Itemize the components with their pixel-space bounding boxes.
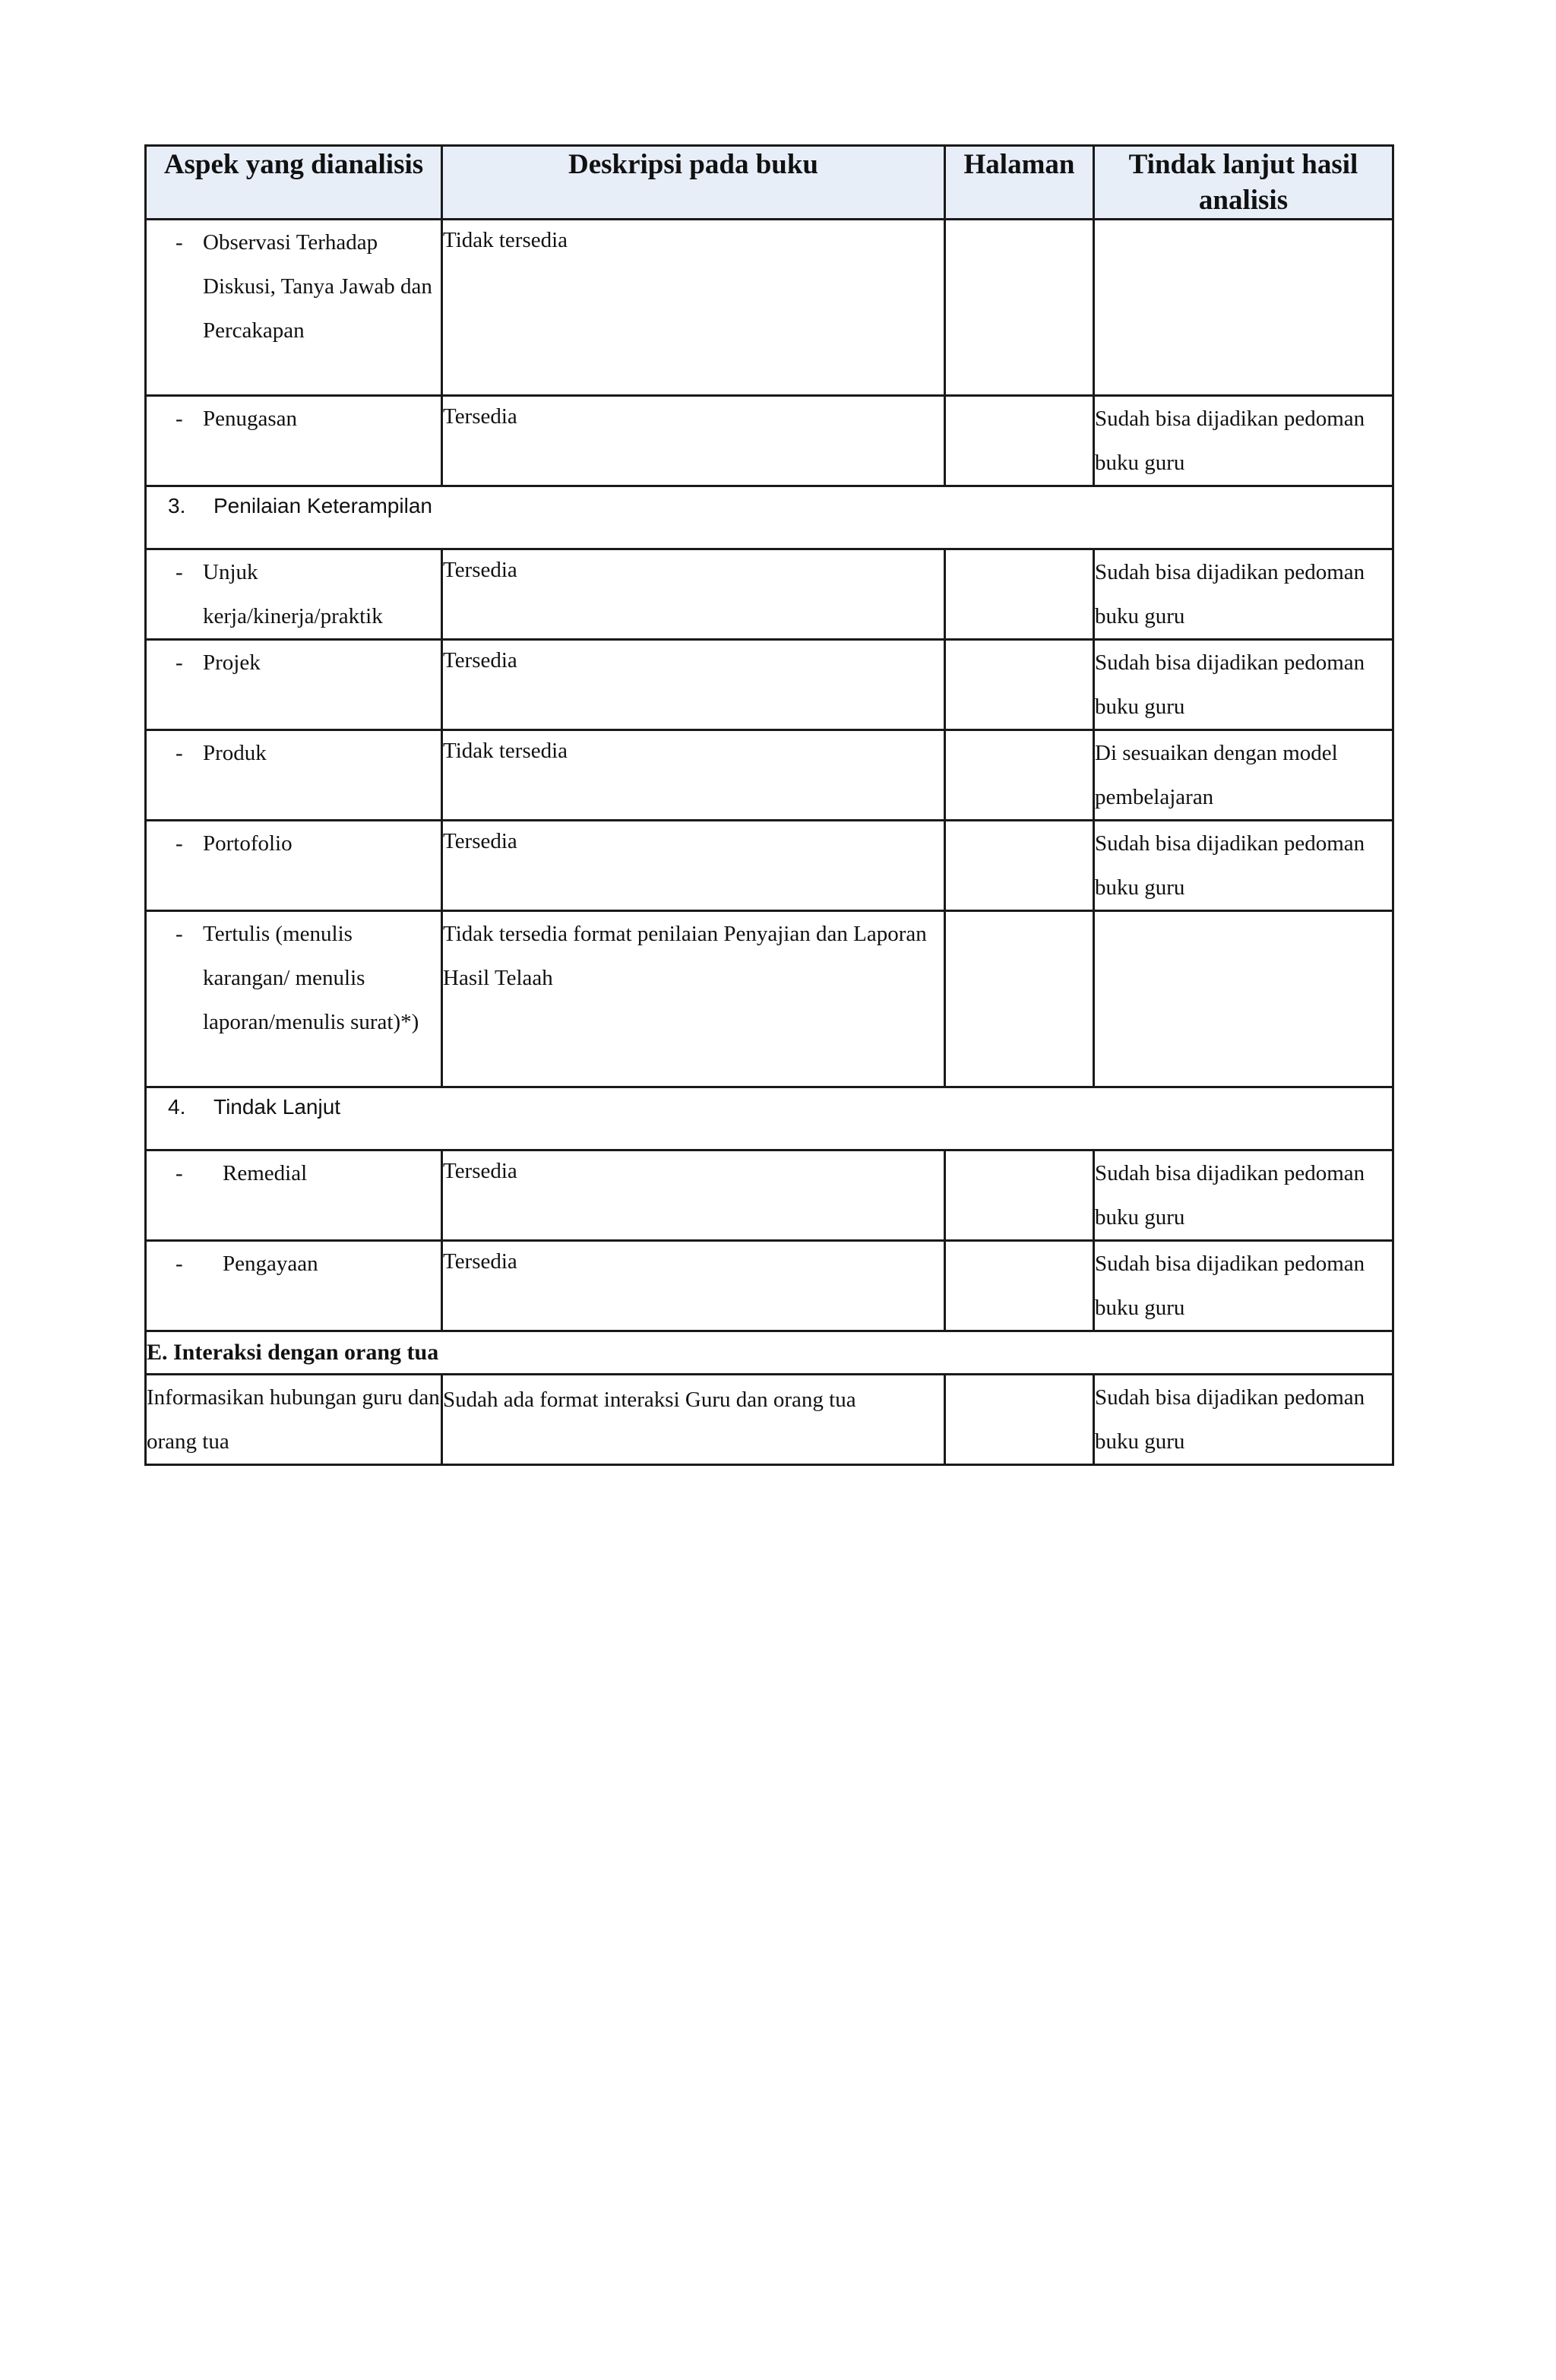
header-aspek: Aspek yang dianalisis xyxy=(146,146,442,220)
table-row xyxy=(146,1241,1393,1331)
bullet-dash: - xyxy=(176,407,183,431)
aspek-cell xyxy=(146,821,442,911)
halaman-cell xyxy=(945,1150,1094,1241)
deskripsi-cell: Tersedia xyxy=(442,1241,945,1331)
table-row xyxy=(146,911,1393,1087)
table-row xyxy=(146,730,1393,821)
bullet-dash: - xyxy=(176,650,183,675)
aspek-cell xyxy=(146,396,442,486)
header-halaman: Halaman xyxy=(945,146,1094,220)
aspek-cell xyxy=(146,911,442,1087)
bullet-dash: - xyxy=(176,230,183,255)
halaman-cell xyxy=(945,549,1094,640)
aspek-text: Unjuk kerja/kinerja/praktik xyxy=(203,560,383,628)
aspek-text: Tertulis (menulis karangan/ menulis laporan/menulis surat)*) xyxy=(203,922,419,1034)
deskripsi-cell: Tersedia xyxy=(442,396,945,486)
aspek-text: Projek xyxy=(203,650,261,675)
header-tindak-lanjut: Tindak lanjut hasil analisis xyxy=(1094,146,1393,220)
header-deskripsi: Deskripsi pada buku xyxy=(442,146,945,220)
section-heading-4: 4. Tindak Lanjut xyxy=(146,1087,1393,1150)
tindak-cell: Sudah bisa dijadikan pedoman buku guru xyxy=(1094,640,1393,730)
halaman-cell xyxy=(945,821,1094,911)
deskripsi-cell: Tidak tersedia xyxy=(442,220,945,396)
tindak-cell: Sudah bisa dijadikan pedoman buku guru xyxy=(1094,396,1393,486)
halaman-cell xyxy=(945,1241,1094,1331)
table-row xyxy=(146,1150,1393,1241)
table-row xyxy=(146,640,1393,730)
section-heading-3: 3. Penilaian Keterampilan xyxy=(146,486,1393,549)
aspek-cell xyxy=(146,1241,442,1331)
halaman-cell xyxy=(945,396,1094,486)
aspek-cell: Informasikan hubungan guru dan orang tua xyxy=(146,1375,442,1465)
bullet-dash: - xyxy=(176,922,183,946)
aspek-text: Produk xyxy=(203,741,267,765)
aspek-cell xyxy=(146,549,442,640)
aspek-text: Portofolio xyxy=(203,831,293,856)
tindak-cell xyxy=(1094,220,1393,396)
table-row xyxy=(146,220,1393,396)
deskripsi-cell: Tidak tersedia xyxy=(442,730,945,821)
bullet-dash: - xyxy=(176,831,183,856)
halaman-cell xyxy=(945,730,1094,821)
table-row xyxy=(146,821,1393,911)
aspek-text: Pengayaan xyxy=(223,1252,318,1276)
section-heading-e: E. Interaksi dengan orang tua xyxy=(146,1331,1393,1375)
tindak-cell: Sudah bisa dijadikan pedoman buku guru xyxy=(1094,1150,1393,1241)
deskripsi-cell: Tersedia xyxy=(442,549,945,640)
section-row xyxy=(146,1087,1393,1150)
halaman-cell xyxy=(945,220,1094,396)
deskripsi-cell: Tersedia xyxy=(442,1150,945,1241)
bullet-dash: - xyxy=(176,1252,183,1276)
table-row xyxy=(146,396,1393,486)
bullet-dash: - xyxy=(176,560,183,584)
tindak-cell: Sudah bisa dijadikan pedoman buku guru xyxy=(1094,1375,1393,1465)
aspek-text: Penugasan xyxy=(203,407,298,431)
deskripsi-cell: Tersedia xyxy=(442,640,945,730)
aspek-cell xyxy=(146,640,442,730)
section-row xyxy=(146,486,1393,549)
bullet-dash: - xyxy=(176,1161,183,1185)
bullet-dash: - xyxy=(176,741,183,765)
table-row xyxy=(146,1375,1393,1465)
aspek-text: Observasi Terhadap Diskusi, Tanya Jawab dan Percakapan xyxy=(203,230,432,343)
aspek-cell xyxy=(146,730,442,821)
aspek-cell xyxy=(146,1150,442,1241)
tindak-cell: Sudah bisa dijadikan pedoman buku guru xyxy=(1094,821,1393,911)
deskripsi-cell: Sudah ada format interaksi Guru dan orang tua xyxy=(442,1375,945,1465)
halaman-cell xyxy=(945,1375,1094,1465)
tindak-cell: Sudah bisa dijadikan pedoman buku guru xyxy=(1094,549,1393,640)
table-row xyxy=(146,549,1393,640)
halaman-cell xyxy=(945,640,1094,730)
tindak-cell: Sudah bisa dijadikan pedoman buku guru xyxy=(1094,1241,1393,1331)
deskripsi-cell: Tidak tersedia format penilaian Penyajian dan Laporan Hasil Telaah xyxy=(442,911,945,1087)
halaman-cell xyxy=(945,911,1094,1087)
section-row xyxy=(146,1331,1393,1375)
deskripsi-cell: Tersedia xyxy=(442,821,945,911)
tindak-cell: Di sesuaikan dengan model pembelajaran xyxy=(1094,730,1393,821)
aspek-text: Remedial xyxy=(223,1161,308,1185)
header-row xyxy=(146,146,1393,220)
aspek-cell xyxy=(146,220,442,396)
tindak-cell xyxy=(1094,911,1393,1087)
analysis-table xyxy=(144,144,1394,1466)
